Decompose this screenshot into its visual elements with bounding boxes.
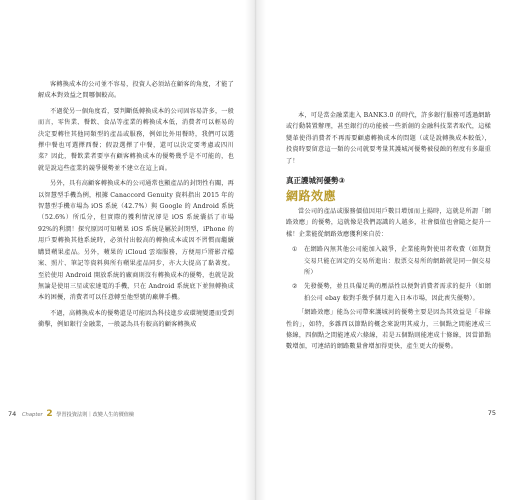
right-page-footer [488, 409, 500, 417]
left-text-column [38, 79, 234, 335]
left-paragraph-2: 不過從另一個角度看，要判斷低轉換成本的公司固容易許多，一般而言，零售業、餐飲、食品等產業的轉換成本低，消費者可以輕易的決定要轉往其他同類型的產品或服務，例如比外用餐時，我們可以選擇中餐也可選擇西餐；假設選擇了中餐，還可以決定要考慮或四川菜？因此，餐飲業者要享有顧客轉換成本的優勢幾乎是不可能的，也就是說這些產業的競爭優勢並不建立在這上面。 [38, 107, 234, 172]
right-intro-column [286, 110, 491, 171]
page-number: 75 [487, 409, 496, 417]
list-item [286, 281, 491, 304]
right-closing-paragraph: 「網路效應」能為公司帶來護城河的優勢主要是因為其效益是「非線性的」，如特，多雜西以節點的概念來說明其威力，三個點之間能連成三條線，四個點之間能連成六條線，若是五個點則能連成十條線，因當節點數增加，可連結的網路數量會增加得更快，產生更大的優勢。 [286, 309, 491, 351]
benefit-list [286, 244, 491, 304]
right-intro-paragraph: 本，可是當金融業進入 BANK3.0 的時代，許多銀行服務可透過網路或行動裝置辦理，甚至銀行的功能被一些新創的金融科技業者取代，這樣變革使得消費者不再需要顧慮轉換成本的問題（或是說轉換成本較低），投資時要留意這一類的公司就要考量其護城河優勢被侵蝕的程度有多嚴重了！ [286, 112, 491, 165]
list-item-number: ② [292, 283, 298, 291]
section-label: 真正護城河優勢③ [286, 176, 345, 185]
list-item-number: ① [292, 246, 298, 254]
section-heading [286, 175, 345, 204]
section-title: 網路效應 [286, 189, 337, 203]
left-page-footer [8, 409, 134, 419]
left-paragraph-4: 不過，高轉換成本的優勢還是可能因為科技進步或環境變遷而受到衝擊，例如銀行金融業，一般認為具有較高的顧客轉換成 [38, 309, 234, 329]
right-body-column [286, 206, 491, 357]
chapter-label: Chapter [21, 412, 43, 418]
chapter-number: 2 [46, 409, 53, 419]
left-paragraph-1: 客轉換成本的公司並不容易，投資人必須站在顧客的角度，才能了解成本對效益之間哪個較高。 [38, 81, 234, 100]
right-body-paragraph: 當公司的產品或服務價值因用戶數目增加而上揚時，這就是所謂「網路效應」的優勢，這就像是我們認識的人越多，社會價值也會隨之提升一樣！企業能從網路效應獲利來自於： [286, 208, 491, 238]
list-item-text: 在網路內無其他公司能加入競爭，企業能夠對使用者收費（如期貨交易只能在固定的交易所進出：股票交易所的網路就是同一個交易所） [304, 246, 491, 277]
list-item-text: 先發優勢，並且具備足夠的壓話性以便對消費者需求的提升（如網拍公司 ebay 較對手幾乎個月進入日本市場，因此喪失優勢）。 [304, 283, 491, 302]
left-paragraph-3: 另外，具有高顧客轉換成本的公司通常也顯產品的封閉性有關，再以智慧型手機為例，根據 Canaccord Genuity 資料指出 2015 年的智慧型手機市場為 iOS 系統（42.7%）與 Google 的 Android 系統（52.6%）所瓜分，但實際的獲利情況卻是 iOS 系統囊括了市場 92%的利潤！探究原因可知蘋果 iOS 系統是屬於封閉型，iPhone 的用戶要轉換其他系統時，必須付出較高的轉換成本或因不習慣而繼續購買蘋果產品。另外，蘋果的 iCloud 雲端服務，方便用戶將影音檔案、照片、筆記等資料與所有蘋果產品同步，亦大大提高了黏著度。至於使用 Android 開放系統的廠商則沒有轉換成本的優勢，也就是說無論是使用三星或宏達電的手機，只在 Android 系統底下並無轉換成本的困擾，消費者可以任意轉至他型號的廠牌手機。 [38, 180, 234, 302]
right-page [266, 0, 520, 500]
running-title: 學習投資法則｜改變人生的價值檢 [56, 412, 135, 418]
book-gutter [245, 0, 266, 500]
page-number: 74 [8, 410, 17, 418]
list-item [286, 244, 491, 278]
left-page [0, 0, 245, 500]
